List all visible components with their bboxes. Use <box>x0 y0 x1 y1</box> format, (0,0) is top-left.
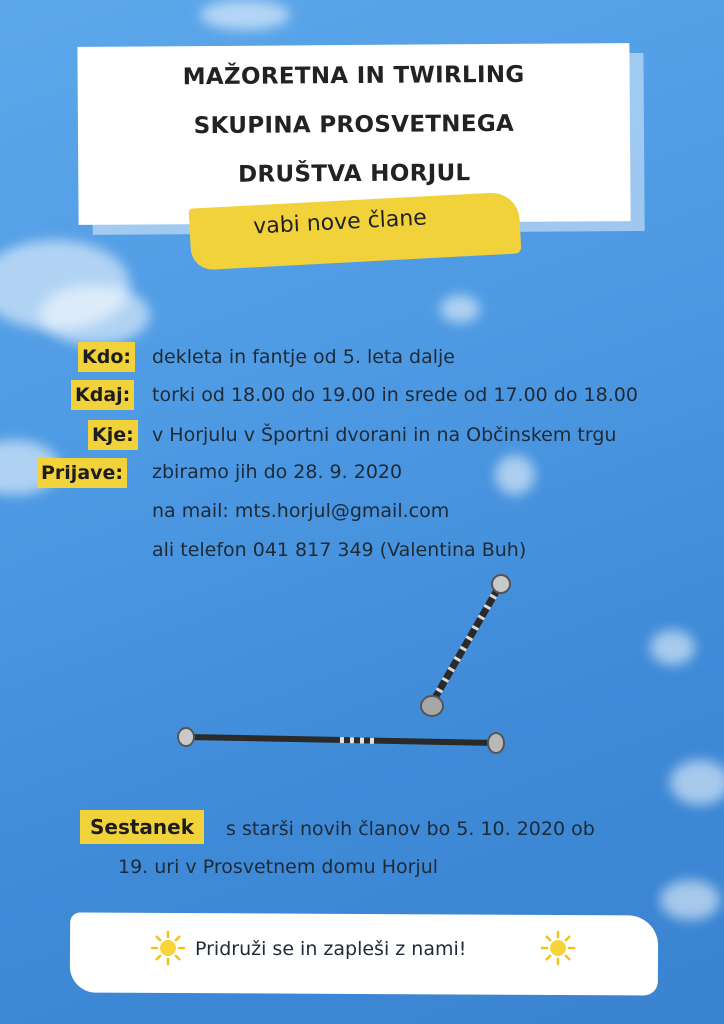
cloud <box>670 760 724 805</box>
cloud <box>650 630 695 665</box>
kje-label: Kje: <box>88 420 138 450</box>
sun-icon <box>540 930 576 966</box>
baton-illustration <box>170 565 520 765</box>
kdaj-value: torki od 18.00 do 19.00 in srede od 17.00 do 18.00 <box>152 384 638 406</box>
title-line-1: MAŽORETNA IN TWIRLING <box>182 61 525 91</box>
prijave-email: na mail: mts.horjul@gmail.com <box>152 500 450 522</box>
cloud <box>495 455 535 495</box>
cloud <box>440 295 480 323</box>
subtitle: vabi nove člane <box>252 205 428 240</box>
prijave-line-1: zbiramo jih do 28. 9. 2020 <box>152 461 403 483</box>
kje-value: v Horjulu v Športni dvorani in na Občinskem trgu <box>152 424 617 446</box>
baton-lower <box>178 728 504 753</box>
kdo-value: dekleta in fantje od 5. leta dalje <box>152 346 455 368</box>
cloud <box>660 880 720 920</box>
title-line-3: DRUŠTVA HORJUL <box>237 160 471 188</box>
meeting-label: Sestanek <box>80 810 204 844</box>
sun-icon <box>150 930 186 966</box>
prijave-phone: ali telefon 041 817 349 (Valentina Buh) <box>152 539 527 561</box>
meeting-line-2: 19. uri v Prosvetnem domu Horjul <box>118 856 439 878</box>
title-line-2: SKUPINA PROSVETNEGA <box>193 110 515 140</box>
kdaj-label: Kdaj: <box>71 380 134 410</box>
footer-text: Pridruži se in zapleši z nami! <box>195 938 467 960</box>
title-card <box>77 43 630 225</box>
prijave-label: Prijave: <box>37 458 127 488</box>
meeting-line-1: s starši novih članov bo 5. 10. 2020 ob <box>226 818 595 840</box>
baton-upper <box>421 575 510 716</box>
kdo-label: Kdo: <box>78 342 135 372</box>
cloud <box>40 285 150 345</box>
cloud <box>200 0 290 30</box>
